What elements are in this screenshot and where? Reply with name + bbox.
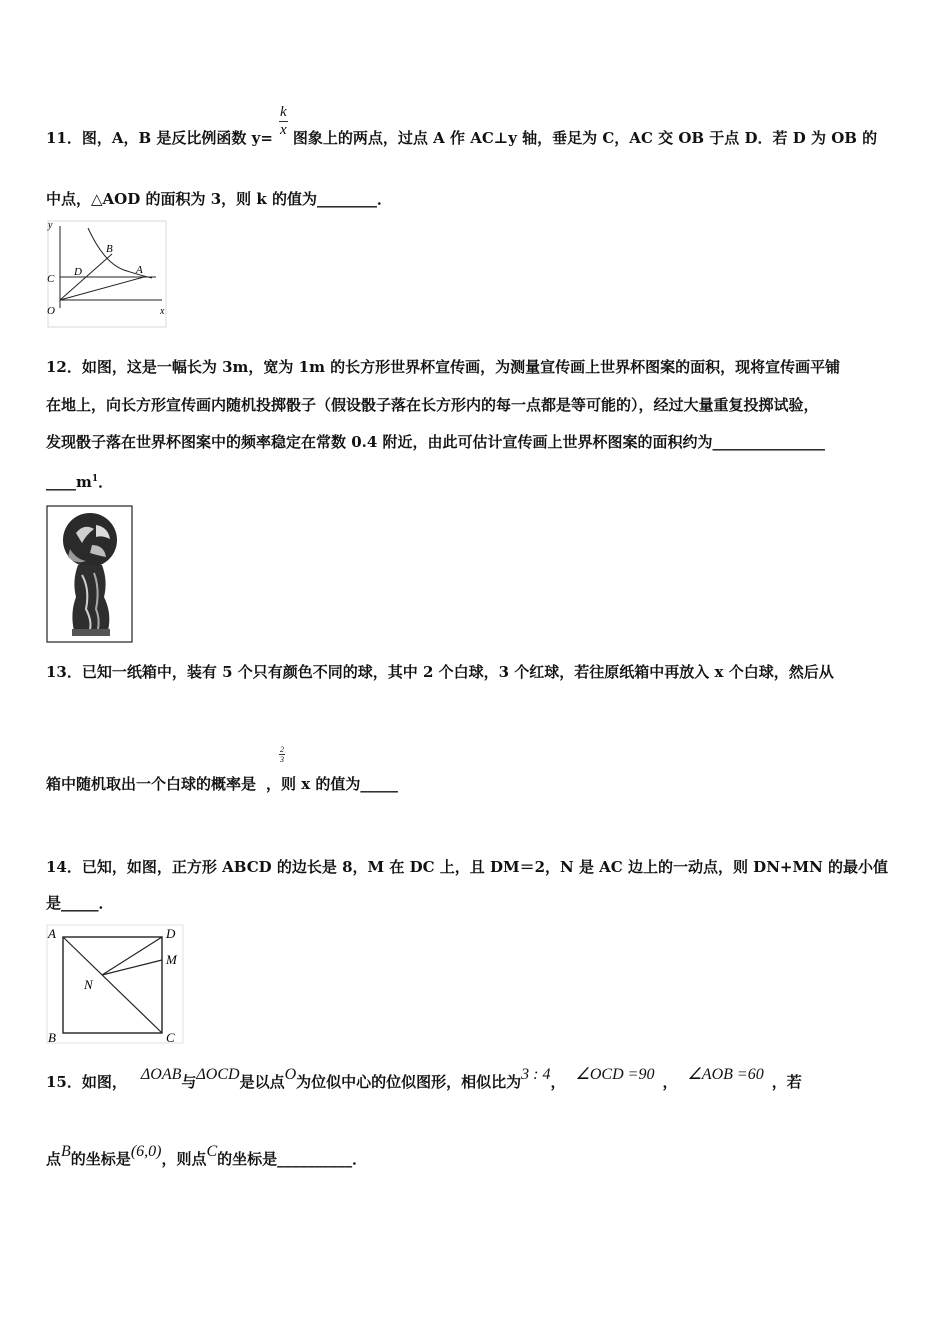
q12-world-cup-trophy-picture: [46, 505, 134, 644]
q15-math-point-o: O: [284, 1066, 297, 1083]
q12-unit-exponent: 1: [91, 474, 99, 484]
q11-label-b: B: [106, 243, 113, 255]
q14-square-figure: [44, 922, 186, 1046]
q15-line2-text-1: 点: [46, 1150, 62, 1168]
q14-segment-nm: [102, 960, 162, 975]
q14-label-d: D: [166, 926, 176, 941]
q15-line1: [46, 1066, 802, 1093]
q14-label-n: N: [84, 977, 93, 992]
q11-line2: 中点，△AOD 的面积为 3，则 k 的值为________．: [46, 190, 392, 208]
q15-math-angle-ocd: ∠OCD =90: [575, 1066, 655, 1083]
q14-line2: 是_____．: [46, 894, 114, 912]
q11-line1-part1: 图，A，B 是反比例函数 y=: [81, 129, 273, 147]
q13-line1-text: 已知一纸箱中，装有 5 个只有颜色不同的球，其中 2 个白球，3 个红球，若往原纸箱中再放入 x 个白球，然后从: [81, 663, 834, 681]
q13-line2-part1: 箱中随机取出一个白球的概率是: [46, 775, 257, 793]
q13-fraction-two-thirds: $\frac{2}{3}$: [280, 745, 284, 764]
q15-line2: [46, 1143, 368, 1170]
q15-math-angle-aob: ∠AOB =60: [687, 1066, 764, 1083]
q11-label-a: A: [136, 264, 143, 276]
q11-label-o: O: [47, 305, 55, 317]
q14-number: 14．: [46, 858, 82, 876]
q12-period: ．: [98, 473, 114, 491]
q15-line2-text-3: ，则点: [161, 1150, 207, 1168]
q15-math-ratio: 3 : 4: [521, 1066, 551, 1083]
q12-unit: m: [76, 473, 92, 491]
q11-label-y: y: [48, 220, 53, 231]
q12-line1-text: 如图，这是一幅长为 3m，宽为 1m 的长方形世界杯宣传画，为测量宣传画上世界杯图案的面积，现将宣传画平铺: [81, 358, 841, 376]
q15-math-point-c: C: [206, 1143, 218, 1160]
q14-label-c: C: [166, 1030, 175, 1045]
q12-answer-blank: ____: [46, 473, 76, 491]
q15-math-triangle-oab: ΔOAB: [140, 1066, 182, 1083]
q12-line3: 发现骰子落在世界杯图案中的频率稳定在常数 0.4 附近，由此可估计宣传画上世界杯图案的面积约为_______________: [46, 433, 826, 451]
q14-segment-nd: [102, 937, 162, 975]
q15-text-7: ，若: [771, 1073, 802, 1091]
q14-label-b: B: [48, 1030, 56, 1045]
q12-number: 12．: [46, 358, 82, 376]
q11-line1-part2: 图象上的两点，过点 A 作 AC⊥y 轴，垂足为 C，AC 交 OB 于点 D．若 D 为 OB 的: [292, 129, 878, 147]
q15-line2-text-4: 的坐标是__________．: [217, 1150, 368, 1168]
q11-figure-frame: [48, 221, 166, 327]
q15-math-coordinates-b: (6,0): [130, 1143, 162, 1160]
q12-line2: 在地上，向长方形宣传画内随机投掷骰子（假设骰子落在长方形内的每一点都是等可能的），经过大量重复投掷试验，: [46, 396, 819, 414]
q12-line1: [46, 357, 840, 377]
q14-label-m: M: [166, 952, 177, 967]
q15-text-3: 是以点: [239, 1073, 285, 1091]
q11-label-x: x: [160, 306, 165, 317]
q14-line1-text: 已知，如图，正方形 ABCD 的边长是 8，M 在 DC 上，且 DM＝2，N 是 AC 边上的一动点，则 DN+MN 的最小值: [81, 858, 889, 876]
q11-label-d: D: [74, 266, 82, 278]
q13-number: 13．: [46, 663, 82, 681]
q15-line2-text-2: 的坐标是: [70, 1150, 131, 1168]
q11-number: 11．: [46, 129, 82, 147]
q12-line4: [46, 469, 113, 492]
q13-line2-part2: ，则 x 的值为_____: [266, 775, 398, 793]
q14-line1: [46, 857, 888, 877]
q13-line1: [46, 662, 834, 682]
q15-text-5: ，: [550, 1073, 566, 1091]
q12-trophy-base: [72, 629, 110, 636]
q11-figure-hyperbola-graph: [44, 218, 170, 330]
q13-line2: [46, 774, 398, 794]
q15-math-triangle-ocd: ΔOCD: [196, 1066, 240, 1083]
q11-fraction-k-over-x: $\frac{k}{x}$: [280, 104, 287, 138]
q15-text-2: 与: [181, 1073, 197, 1091]
q15-number: 15．: [46, 1073, 82, 1091]
q11-line1: [46, 128, 877, 148]
q15-text-4: 为位似中心的位似图形，相似比为: [296, 1073, 522, 1091]
q11-label-c: C: [47, 273, 55, 285]
q15-text-6: ，: [662, 1073, 678, 1091]
q14-label-a: A: [48, 926, 56, 941]
q15-text-1: 如图，: [81, 1073, 127, 1091]
q15-math-point-b: B: [61, 1143, 71, 1160]
q14-diagonal-ac: [63, 937, 162, 1033]
